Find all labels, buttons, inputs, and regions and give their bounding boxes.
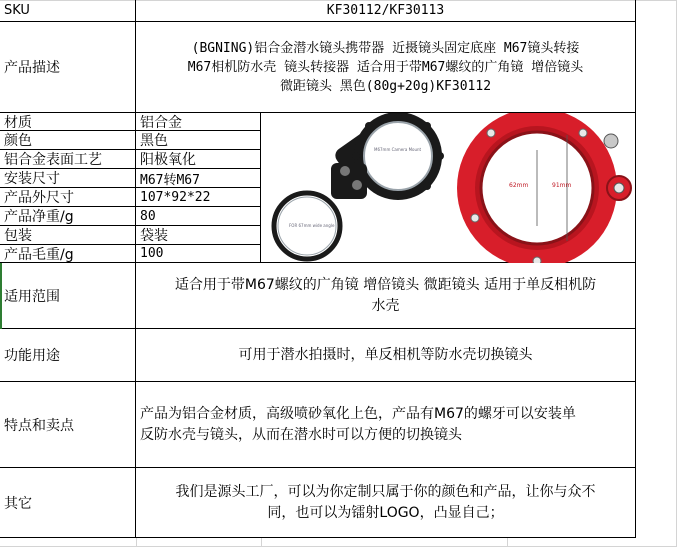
spec-value-package[interactable]: 袋装 (136, 226, 261, 245)
other-line-2: 同，也可以为镭射LOGO，凸显自己； (267, 504, 504, 521)
features-value[interactable] (136, 382, 636, 468)
description-value[interactable] (136, 22, 636, 113)
scope-line-1: 适合用于带M67螺纹的广角镜 增倍镜头 微距镜头 适用于单反相机防 (174, 276, 597, 293)
spec-label-mount[interactable]: 安装尺寸 (0, 169, 136, 188)
scope-label[interactable]: 适用范围 (0, 263, 136, 329)
black-label-bottom: FOR 67mm wide angle (289, 223, 335, 228)
spec-value-mount[interactable]: M67转M67 (136, 169, 261, 188)
spec-label-net-weight[interactable]: 产品净重/g (0, 207, 136, 226)
sku-label[interactable]: SKU (0, 0, 136, 22)
function-value[interactable] (136, 329, 636, 382)
scope-value[interactable] (136, 263, 636, 329)
spec-label-color[interactable]: 颜色 (0, 131, 136, 150)
other-value[interactable] (136, 468, 636, 538)
function-text: 可用于潜水拍摄时，单反相机等防水壳切换镜头 (238, 346, 533, 363)
spec-value-net-weight[interactable]: 80 (136, 207, 261, 226)
grid-col-line-2 (261, 538, 262, 547)
row-selection-marker (0, 263, 2, 329)
black-carrier-image (274, 113, 444, 259)
product-photo (261, 113, 635, 263)
scope-line-2: 水壳 (371, 297, 400, 314)
red-carrier-image (457, 113, 631, 263)
spec-label-material[interactable]: 材质 (0, 113, 136, 131)
grid-col-line-3 (507, 538, 508, 547)
sku-value[interactable]: KF30112/KF30113 (136, 0, 636, 22)
other-line-1: 我们是源头工厂，可以为你定制只属于你的颜色和产品，让你与众不 (175, 483, 596, 500)
spec-value-size[interactable]: 107*92*22 (136, 188, 261, 207)
spec-value-color[interactable]: 黑色 (136, 131, 261, 150)
spec-value-material[interactable]: 铝合金 (136, 113, 261, 131)
spec-value-surface[interactable]: 阳极氧化 (136, 150, 261, 169)
red-dim-2: 91mm (552, 182, 572, 189)
spec-value-gross-weight[interactable]: 100 (136, 245, 261, 263)
features-label[interactable]: 特点和卖点 (0, 382, 136, 468)
spec-label-gross-weight[interactable]: 产品毛重/g (0, 245, 136, 263)
spec-label-surface[interactable]: 铝合金表面工艺 (0, 150, 136, 169)
description-line-2: M67相机防水壳 镜头转接器 适合用于带M67螺纹的广角镜 增倍镜头 (187, 59, 584, 75)
spec-label-package[interactable]: 包装 (0, 226, 136, 245)
function-label[interactable]: 功能用途 (0, 329, 136, 382)
other-label[interactable]: 其它 (0, 468, 136, 538)
grid-col-line-1 (136, 538, 137, 547)
description-label[interactable]: 产品描述 (0, 22, 136, 113)
spec-label-size[interactable]: 产品外尺寸 (0, 188, 136, 207)
description-line-3: 微距镜头 黑色(80g+20g)KF30112 (279, 78, 492, 94)
features-line-2: 反防水壳与镜头，从而在潜水时可以方便的切换镜头 (140, 426, 462, 443)
description-line-1: (BGNING)铝合金潜水镜头携带器 近摄镜头固定底座 M67镜头转接 (191, 40, 580, 56)
features-line-1: 产品为铝合金材质，高级喷砂氧化上色，产品有M67的螺牙可以安装单 (140, 405, 576, 422)
black-label-top: M67mm Camera Mount (374, 147, 422, 152)
red-dim-1: 62mm (509, 182, 529, 189)
